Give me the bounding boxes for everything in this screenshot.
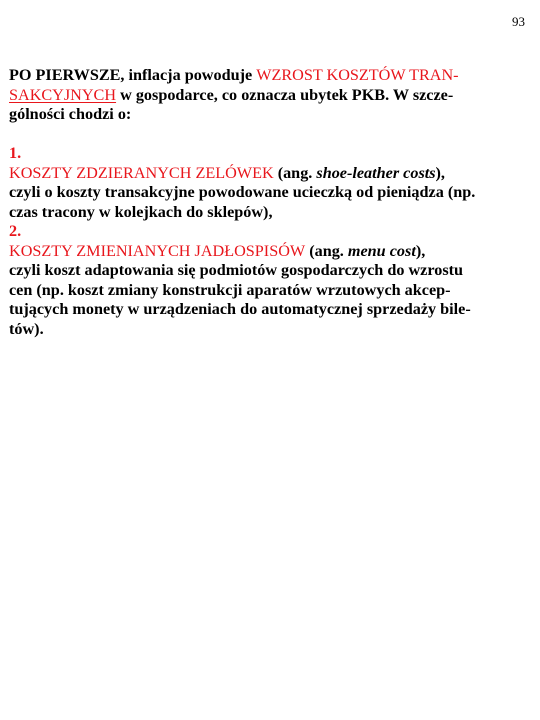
intro-highlight-2: SAKCYJNYCH xyxy=(9,85,117,104)
item-1-description-line: czyli o koszty transakcyjne powodowane ucieczką od pieniądza (np. xyxy=(9,183,476,201)
item-1-ang-open: (ang. xyxy=(273,163,317,182)
item-2-description-line: tów). xyxy=(9,319,44,338)
slide-text xyxy=(9,66,529,339)
item-2-heading xyxy=(9,242,529,262)
item-2-number: 2. xyxy=(9,222,22,240)
intro-line-3: gólności chodzi o: xyxy=(9,105,132,123)
item-1-ang-close: ), xyxy=(435,163,445,182)
item-2-ang-close: ), xyxy=(415,241,426,260)
item-1-title: KOSZTY ZDZIERANYCH ZELÓWEK xyxy=(9,163,274,182)
item-2-english-term: menu cost xyxy=(347,241,416,260)
item-2-description-line: tujących monety w urządzeniach do automatycznej sprzedaży bile- xyxy=(9,300,471,318)
item-1-number: 1. xyxy=(9,144,22,162)
intro-line-2 xyxy=(9,86,529,106)
item-2-description-line: czyli koszt adaptowania się podmiotów gospodarczych do wzrostu xyxy=(9,261,464,279)
spacer xyxy=(9,125,529,145)
item-1-description-line: czas tracony w kolejkach do sklepów), xyxy=(9,202,273,221)
item-2-ang-open: (ang. xyxy=(305,241,348,260)
intro-rest: w gospodarce, co oznacza ubytek PKB. W szcze- xyxy=(116,85,454,104)
intro-highlight-1: WZROST KOSZTÓW TRAN- xyxy=(256,66,459,84)
item-1-heading xyxy=(9,164,529,184)
intro-lead: PO PIERWSZE, inflacja powoduje xyxy=(9,66,257,84)
item-1-english-term: shoe-leather costs xyxy=(316,163,436,182)
item-2-title: KOSZTY ZMIENIANYCH JADŁOSPISÓW xyxy=(9,241,306,260)
page-number: 93 xyxy=(512,14,525,29)
item-2-description-line: cen (np. koszt zmiany konstrukcji aparatów wrzutowych akcep- xyxy=(9,280,451,299)
intro-line-1 xyxy=(9,66,529,86)
